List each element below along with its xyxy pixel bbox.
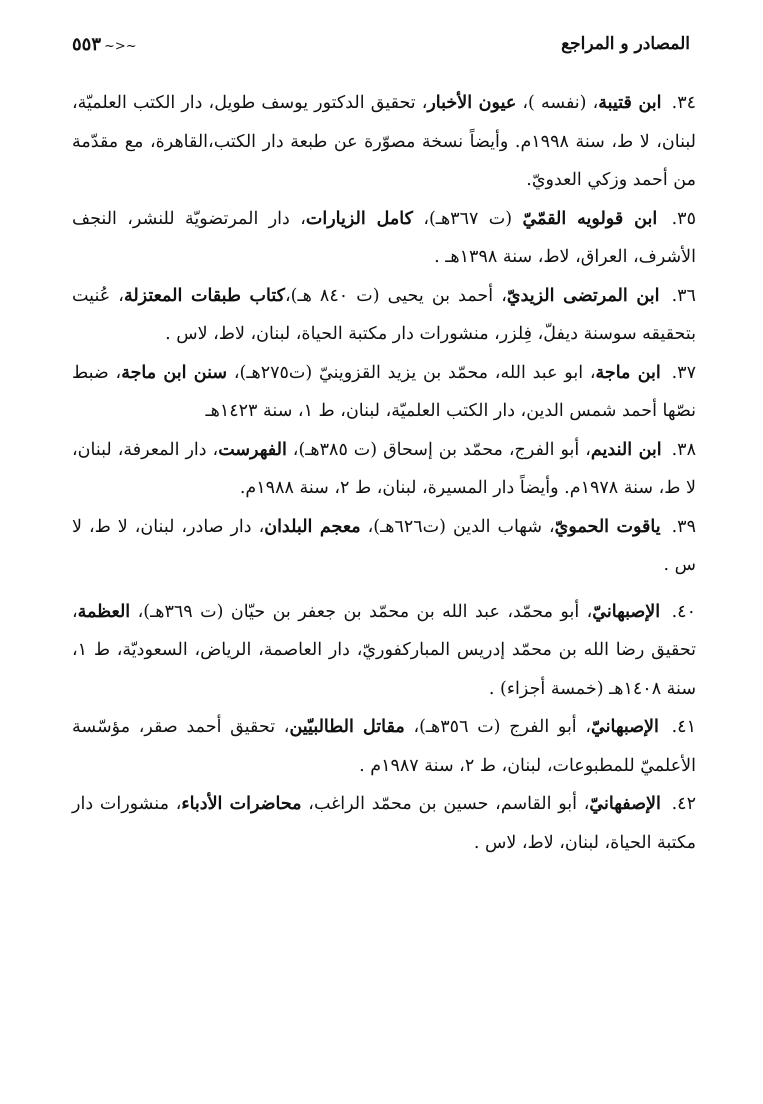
entry-number: ٣٨. <box>671 439 696 460</box>
entry-author: ابن ماجة <box>595 362 661 383</box>
entry-publication: ، دار المرتضويّة للنشر، النجف الأشرف، العراق، لاط، سنة ١٣٩٨هـ . <box>72 208 696 267</box>
entry-publication: ، تحقيق الدكتور يوسف طويل، دار الكتب العلميّة، لبنان، لا ط، سنة ١٩٩٨م. وأيضاً نسخة مصوّرة عن طبعة دار الكتب،القاهرة، مع مقدّمة من أحمد وزكي العدويّ. <box>72 93 696 190</box>
entry-publication: ، تحقيق أحمد صقر، مؤسّسة الأعلميّ للمطبوعات، لبنان، ط ٢، سنة ١٩٨٧م . <box>72 717 696 776</box>
entry-number: ٤٠. <box>671 601 696 622</box>
entry-book-title: كامل الزيارات <box>305 208 413 229</box>
reference-entry-40 <box>72 593 696 709</box>
entry-publication: ، منشورات دار مكتبة الحياة، لبنان، لاط، لاس . <box>72 794 696 853</box>
reference-entry-36 <box>72 277 696 354</box>
reference-entry-41 <box>72 708 696 785</box>
entry-author: ابن النديم <box>590 439 662 460</box>
ornament-icon: ~<~ <box>104 38 137 54</box>
page-number-block <box>72 34 140 55</box>
entry-details: ، أحمد بن يحيى (ت ٨٤٠ هـ)، <box>284 285 507 306</box>
entry-publication: ، دار المعرفة، لبنان، لا ط، سنة ١٩٧٨م. وأيضاً دار المسيرة، لبنان، ط ٢، سنة ١٩٨٨م. <box>72 439 696 498</box>
entry-publication: ، دار صادر، لبنان، لا ط، لا س . <box>72 516 696 575</box>
references-list <box>72 84 696 862</box>
entry-book-title: الفهرست <box>218 439 287 460</box>
reference-entry-39 <box>72 508 696 585</box>
entry-number: ٣٥. <box>671 208 696 229</box>
entry-number: ٣٩. <box>671 516 696 537</box>
header-title: المصادر و المراجع <box>561 34 690 54</box>
entry-details: ، (نفسه )، <box>516 93 599 113</box>
entry-details: ، أبو الفرج، محمّد بن إسحاق (ت ٣٨٥هـ)، <box>286 439 591 460</box>
reference-entry-37 <box>72 354 696 431</box>
running-header <box>72 30 690 58</box>
page-number: ٥٥٣ <box>72 33 102 55</box>
entry-author: ياقوت الحمويّ <box>554 516 661 537</box>
reference-entry-42 <box>72 785 696 862</box>
entry-publication: ، ضبط نصّها أحمد شمس الدين، دار الكتب العلميّة، لبنان، ط ١، سنة ١٤٢٣هـ <box>72 362 696 421</box>
entry-details: ، شهاب الدين (ت٦٢٦هـ)، <box>360 516 555 537</box>
entry-details: ، أبو الفرج (ت ٣٥٦هـ)، <box>404 717 592 737</box>
entry-author: الإصبهانيّ <box>592 601 661 622</box>
entry-number: ٤٢. <box>671 794 696 814</box>
entry-publication: ، تحقيق رضا الله بن محمّد إدريس المباركفوريّ، دار العاصمة، الرياض، السعوديّة، ط ١، سنة ١٤٠٨هـ (خمسة أجزاء) . <box>72 601 696 699</box>
entry-book-title: مقاتل الطالبيّين <box>289 717 405 737</box>
entry-details: ، أبو القاسم، حسين بن محمّد الراغب، <box>301 794 590 814</box>
entry-book-title: كتاب طبقات المعتزلة <box>123 285 285 306</box>
entry-book-title: محاضرات الأدباء <box>181 794 302 814</box>
entry-details: ، أبو محمّد، عبد الله بن محمّد بن جعفر بن حيّان (ت ٣٦٩هـ)، <box>130 601 593 622</box>
entry-author: الإصبهانيّ <box>591 717 659 737</box>
entry-number: ٣٤. <box>671 93 696 113</box>
entry-author: الإصفهانيّ <box>589 794 661 814</box>
entry-author: ابن قولويه القمّيّ <box>522 208 658 229</box>
entry-number: ٣٧. <box>671 362 696 383</box>
reference-entry-35 <box>72 200 696 277</box>
entry-author: ابن قتيبة <box>598 93 662 113</box>
entry-details: (ت ٣٦٧هـ)، <box>412 208 523 229</box>
entry-details: ، ابو عبد الله، محمّد بن يزيد القزوينيّ (ت٢٧٥هـ)، <box>227 362 596 383</box>
entry-book-title: سنن ابن ماجة <box>121 362 228 383</box>
reference-entry-38 <box>72 431 696 508</box>
entry-book-title: العظمة <box>77 601 131 622</box>
entry-number: ٣٦. <box>671 285 696 306</box>
entry-number: ٤١. <box>671 717 696 737</box>
entry-publication: ، عُنيت بتحقيقه سوسنة ديفلّ، فِلزر، منشورات دار مكتبة الحياة، لبنان، لاط، لاس . <box>72 285 696 344</box>
entry-book-title: معجم البلدان <box>264 516 361 537</box>
entry-book-title: عيون الأخبار <box>427 93 517 113</box>
entry-author: ابن المرتضى الزيديّ <box>506 285 660 306</box>
reference-entry-34 <box>72 84 696 200</box>
